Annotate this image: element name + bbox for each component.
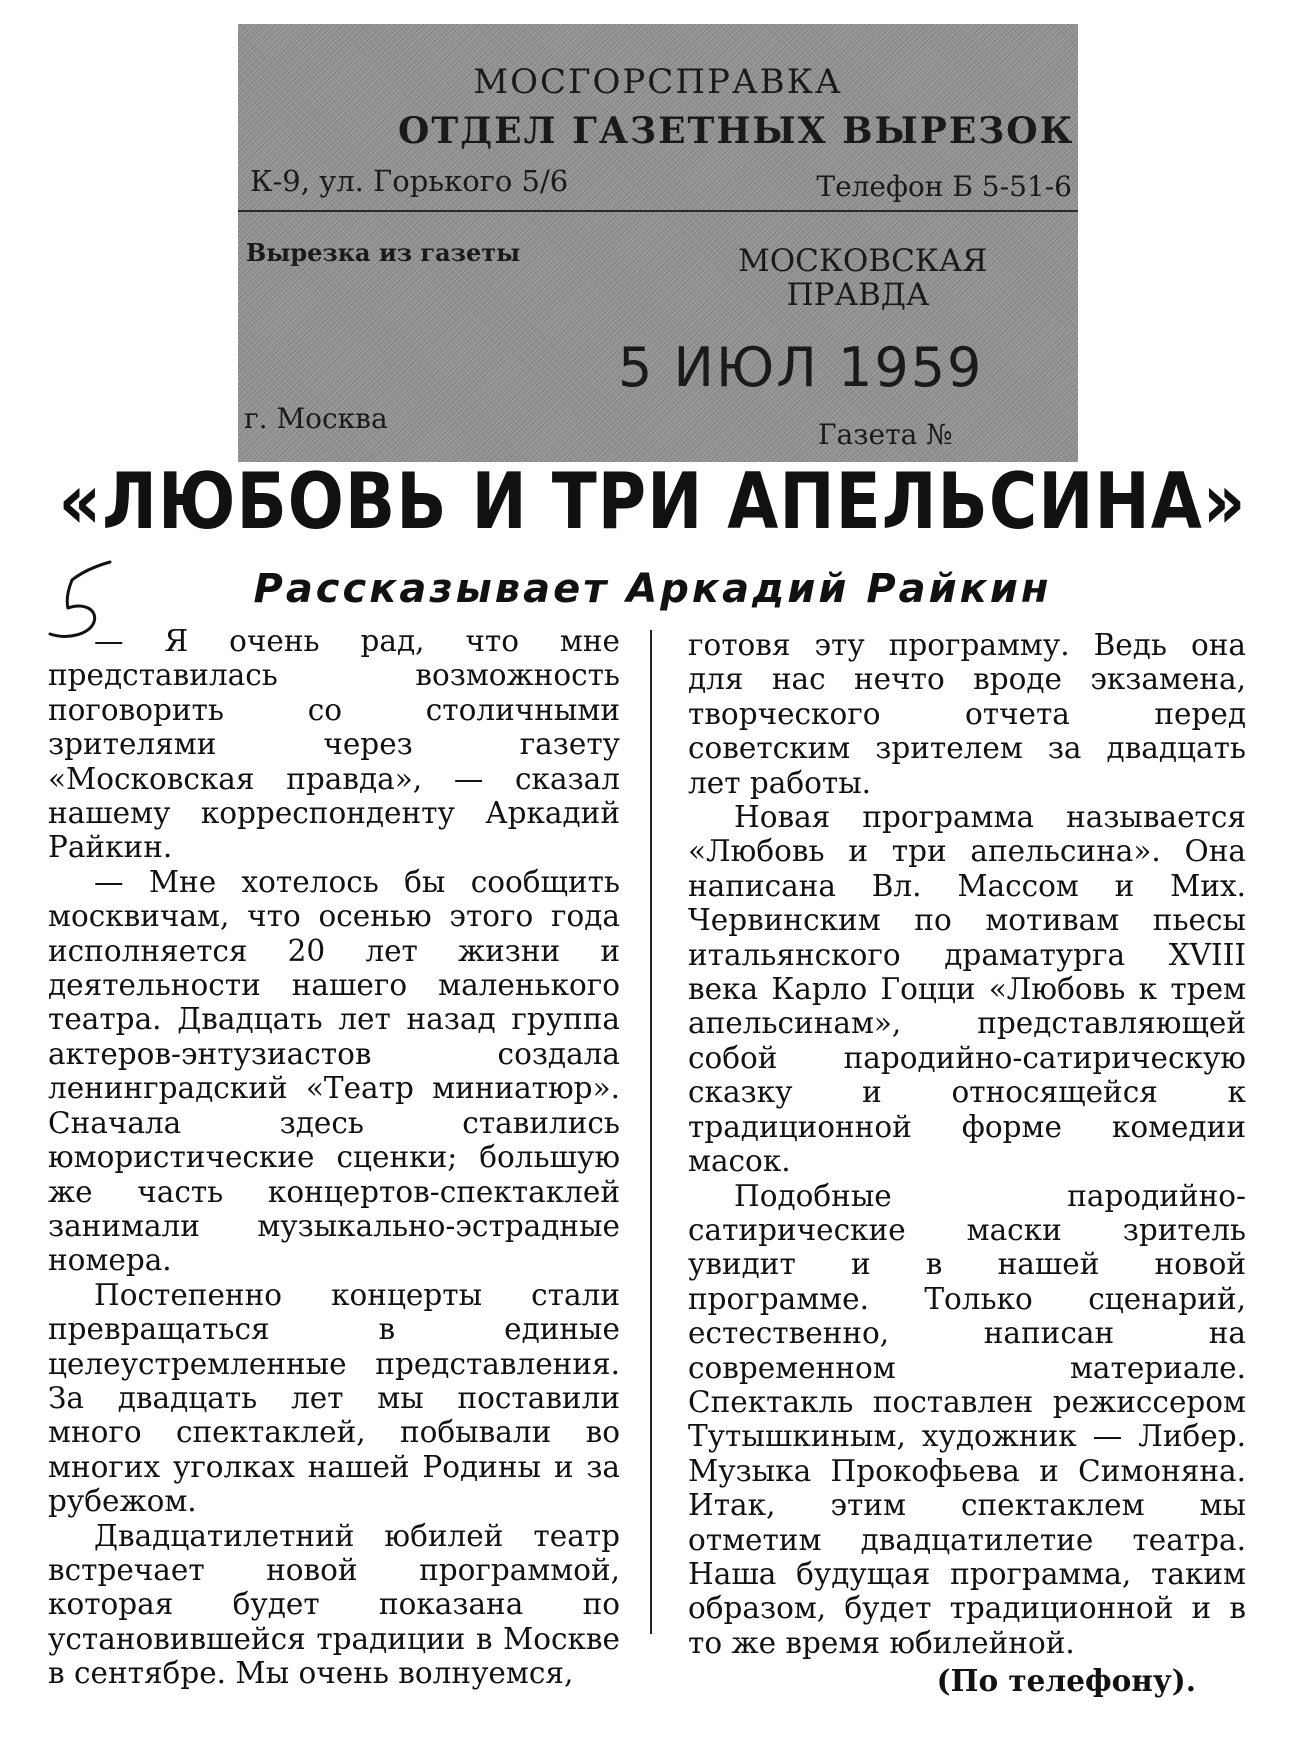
stamp-phone: Телефон Б 5-51-6 <box>816 170 1072 203</box>
paragraph: Новая программа называется «Любовь и три апельсина». Она написана Вл. Массом и Мих. Червинским по мотивам пьесы итальянского драматурга XVIII века Карло Гоцци «Любовь к трем апельсинам», представляющей собой пародийно-сатирическую сказку и относящейся к традиционной форме комедии масок. <box>688 800 1246 1179</box>
stamp-newspaper: МОСКОВСКАЯ ПРАВДА <box>738 243 988 313</box>
paragraph-continuation: готовя эту программу. Ведь она для нас нечто вроде экзамена, творческого отчета перед советским зрителем за двадцать лет работы. <box>688 628 1246 800</box>
stamp-clipping-from: Вырезка из газеты <box>246 238 521 267</box>
paragraph: Подобные пародийно-сатирические маски зритель увидит и в нашей новой программе. Только сценарий, естественно, написан на современном материале. Спектакль поставлен режиссером Тутышкиным, художник — Либер. Музыка Прокофьева и Симоняна. Итак, этим спектаклем мы отметим двадцатилетие театра. Наша будущая программа, таким образом, будет традиционной и в то же время юбилейной. <box>688 1178 1246 1660</box>
paragraph: — Мне хотелось бы сообщить москвичам, что осенью этого года исполняется 20 лет жизни и деятельности нашего маленького театра. Двадцать лет назад группа актеров-энтузиастов создала ленинградский «Театр миниатюр». Сначала здесь ставились юмористические сценки; большую же часть концертов-спектаклей занимали музыкально-эстрадные номера. <box>48 864 620 1278</box>
article-title: «ЛЮБОВЬ И ТРИ АПЕЛЬСИНА» <box>58 456 1247 547</box>
stamp-department: ОТДЕЛ ГАЗЕТНЫХ ВЫРЕЗОК <box>398 110 1075 152</box>
stamp-agency: МОСГОРСПРАВКА <box>473 62 843 102</box>
clipping-stamp <box>238 24 1078 462</box>
article-column-left <box>48 624 620 1691</box>
article-byline: Рассказывает Аркадий Райкин <box>253 566 1052 612</box>
stamp-issue-label: Газета № <box>818 418 953 451</box>
stamp-address: К-9, ул. Горького 5/6 <box>250 164 569 198</box>
article-column-right <box>688 628 1246 1699</box>
stamp-city: г. Москва <box>244 402 388 435</box>
paragraph: Постепенно концерты стали превращаться в единые целеустремленные представления. За двадцать лет мы поставили много спектаклей, побывали во многих уголках нашей Родины и за рубежом. <box>48 1277 620 1519</box>
stamp-date: 5 ИЮЛ 1959 <box>618 336 984 399</box>
article-signoff: (По телефону). <box>936 1663 1196 1699</box>
stamp-divider <box>238 210 1078 212</box>
paragraph: — Я очень рад, что мне представилась возможность поговорить со столичными зрителями через газету «Московская правда», — сказал нашему корреспонденту Аркадий Райкин. <box>48 624 620 865</box>
paragraph: Двадцатилетний юбилей театр встречает новой программой, которая будет показана по установившейся традиции в Москве в сентябре. Мы очень волнуемся, <box>48 1518 620 1691</box>
column-divider <box>650 630 652 1634</box>
